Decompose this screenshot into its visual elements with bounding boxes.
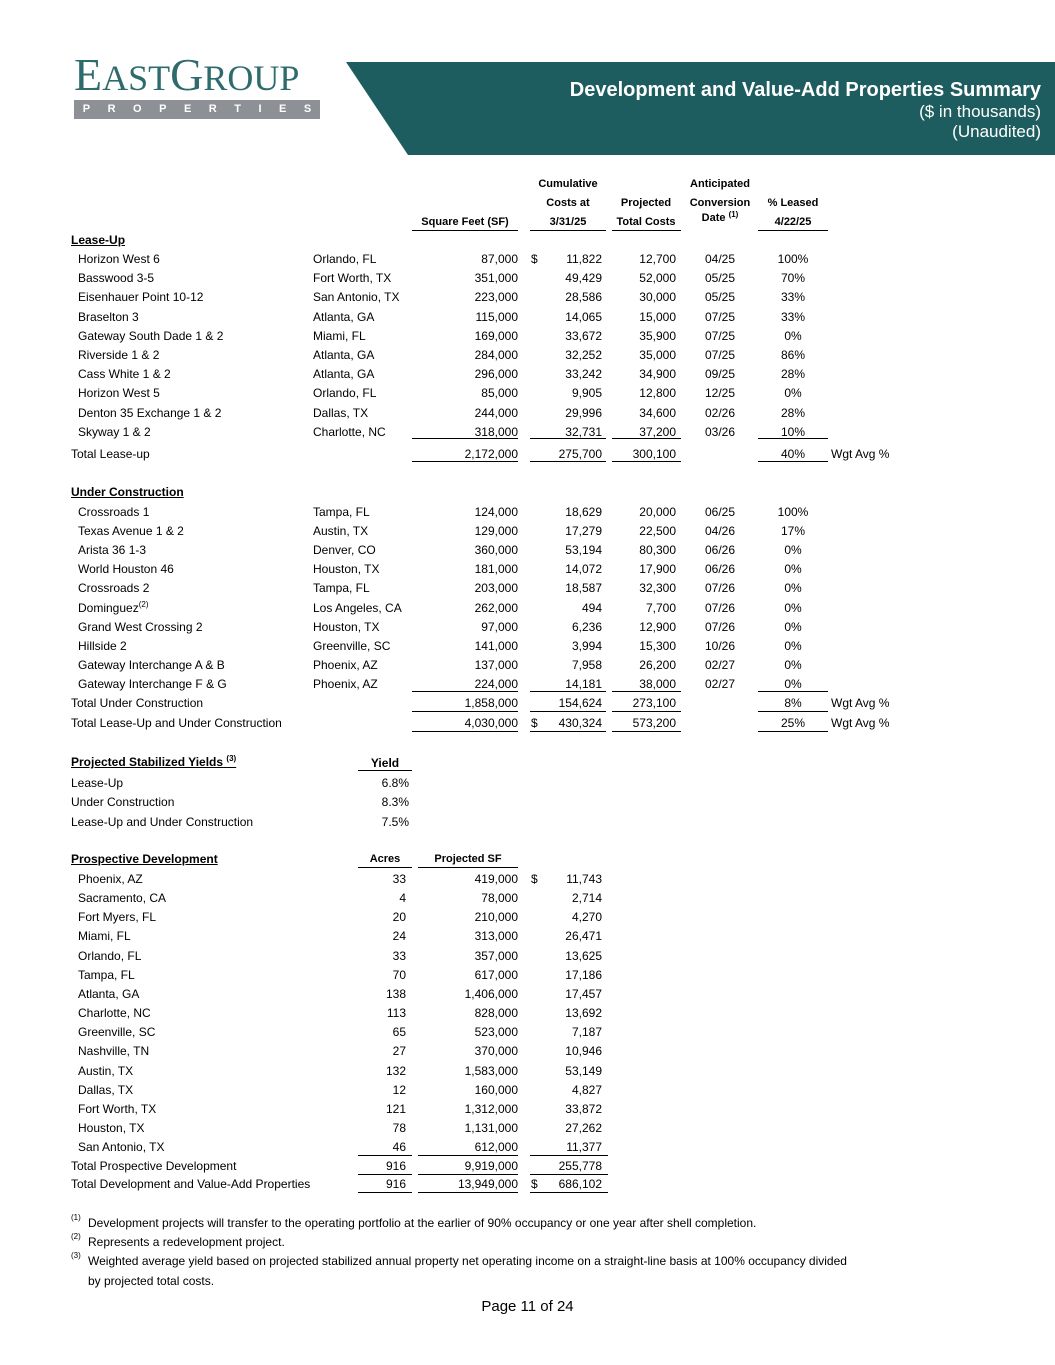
market-name: Miami, FL bbox=[78, 929, 131, 944]
property-name: Denton 35 Exchange 1 & 2 bbox=[78, 405, 222, 420]
grand-total-label: Total Lease-Up and Under Construction bbox=[71, 716, 282, 730]
property-name bbox=[78, 620, 203, 634]
percent-leased: 0% bbox=[784, 328, 802, 343]
property-name-text: Texas Avenue 1 & 2 bbox=[78, 524, 184, 539]
footnote-ref: (2) bbox=[138, 599, 149, 609]
property-name: Horizon West 5 bbox=[78, 386, 160, 401]
projected-sf: 419,000 bbox=[474, 872, 518, 886]
projected-sf: 523,000 bbox=[474, 1025, 518, 1040]
land-cost: 17,186 bbox=[565, 967, 602, 982]
dollar-sign: $ bbox=[531, 872, 538, 886]
percent-leased: 28% bbox=[780, 405, 806, 420]
property-name: Skyway 1 & 2 bbox=[78, 424, 151, 439]
header-total-costs: Total Costs bbox=[616, 216, 676, 228]
acres: 4 bbox=[399, 891, 406, 906]
projected-cost: 34,900 bbox=[639, 367, 676, 382]
projected-cost: 37,200 bbox=[639, 424, 676, 439]
property-name bbox=[78, 601, 148, 615]
square-feet: 115,000 bbox=[475, 309, 518, 324]
market-name: Nashville, TN bbox=[78, 1044, 150, 1059]
acres: 132 bbox=[385, 1063, 406, 1078]
property-location: Orlando, FL bbox=[313, 252, 377, 266]
cumulative-cost: 9,905 bbox=[571, 386, 602, 401]
cumulative-cost: 6,236 bbox=[571, 619, 602, 634]
land-cost: 4,827 bbox=[571, 1082, 602, 1097]
dev-grand-total-cost: 686,102 bbox=[558, 1177, 602, 1191]
projected-cost: 22,500 bbox=[639, 524, 676, 539]
land-cost: 13,625 bbox=[565, 948, 602, 963]
acres: 78 bbox=[392, 1120, 406, 1135]
logo-letter: T bbox=[234, 103, 241, 115]
conversion-date: 05/25 bbox=[704, 290, 736, 305]
uc-total-cum: 154,624 bbox=[558, 696, 602, 710]
cumulative-cost: 29,996 bbox=[565, 405, 602, 420]
grand-total-note: Wgt Avg % bbox=[831, 716, 890, 730]
property-location: Fort Worth, TX bbox=[313, 271, 392, 286]
percent-leased: 0% bbox=[784, 600, 802, 615]
square-feet: 141,000 bbox=[474, 638, 518, 653]
cumulative-cost: 33,242 bbox=[565, 367, 602, 382]
property-location: Tampa, FL bbox=[313, 581, 370, 596]
market-name: Phoenix, AZ bbox=[78, 872, 143, 886]
property-location: Phoenix, AZ bbox=[313, 657, 378, 672]
logo-letter: I bbox=[258, 103, 262, 115]
land-cost: 7,187 bbox=[571, 1025, 602, 1040]
square-feet: 137,000 bbox=[474, 657, 518, 672]
section-title-prospective: Prospective Development bbox=[71, 852, 218, 866]
conversion-date: 06/26 bbox=[704, 543, 736, 558]
property-location: Phoenix, AZ bbox=[313, 676, 378, 691]
projected-cost: 15,300 bbox=[639, 638, 676, 653]
percent-leased: 0% bbox=[784, 638, 802, 653]
percent-leased: 100% bbox=[777, 252, 809, 266]
header-cumulative: Cumulative bbox=[538, 178, 598, 190]
header-date: Date $^{(1)}$ bbox=[701, 210, 739, 224]
footnote-1-mark: (1) bbox=[71, 1213, 81, 1222]
market-name: Fort Worth, TX bbox=[78, 1101, 157, 1116]
property-name bbox=[78, 543, 146, 557]
property-location: Houston, TX bbox=[313, 562, 380, 577]
header-conversion: Conversion bbox=[689, 197, 751, 209]
market-name: Orlando, FL bbox=[78, 948, 142, 963]
property-name-text: Arista 36 1-3 bbox=[78, 543, 147, 558]
projected-cost: 7,700 bbox=[645, 600, 676, 615]
square-feet: 262,000 bbox=[474, 600, 518, 615]
grand-total-dollar: $ bbox=[531, 716, 538, 730]
projected-cost: 32,300 bbox=[639, 581, 676, 596]
projected-cost: 12,900 bbox=[639, 619, 676, 634]
conversion-date: 07/25 bbox=[704, 328, 736, 343]
acres: 121 bbox=[385, 1101, 406, 1116]
acres: 138 bbox=[385, 986, 406, 1001]
dev-grand-total-sf: 13,949,000 bbox=[457, 1177, 518, 1191]
header-pct-leased: % Leased bbox=[767, 197, 819, 209]
prospective-total-sf: 9,919,000 bbox=[464, 1159, 518, 1173]
cumulative-cost: 3,994 bbox=[571, 638, 602, 653]
projected-sf: 612,000 bbox=[474, 1140, 518, 1155]
yield-label: Lease-Up and Under Construction bbox=[71, 814, 254, 829]
projected-cost: 35,000 bbox=[639, 348, 676, 362]
square-feet: 244,000 bbox=[474, 405, 518, 420]
section-title-under-construction: Under Construction bbox=[71, 485, 184, 499]
cumulative-cost: 28,586 bbox=[565, 290, 602, 305]
land-cost: 10,946 bbox=[565, 1044, 602, 1059]
page-number: Page 11 of 24 bbox=[481, 1298, 574, 1315]
grand-total-proj: 573,200 bbox=[632, 716, 676, 730]
square-feet: 129,000 bbox=[474, 524, 518, 539]
uc-total-note: Wgt Avg % bbox=[831, 696, 890, 710]
header-projected: Projected bbox=[620, 197, 672, 209]
square-feet: 351,000 bbox=[474, 271, 518, 286]
percent-leased: 0% bbox=[784, 543, 802, 558]
percent-leased: 0% bbox=[784, 657, 802, 672]
cumulative-cost: 18,587 bbox=[565, 581, 602, 596]
conversion-date: 04/26 bbox=[704, 524, 736, 539]
projected-cost: 34,600 bbox=[639, 405, 676, 420]
projected-sf: 1,406,000 bbox=[464, 986, 518, 1001]
cumulative-cost: 32,731 bbox=[565, 424, 602, 439]
percent-leased: 0% bbox=[784, 386, 802, 401]
company-logo: EASTGROUP bbox=[74, 49, 300, 100]
lease-up-total-cum: 275,700 bbox=[558, 447, 602, 461]
projected-cost: 52,000 bbox=[639, 271, 676, 286]
square-feet: 223,000 bbox=[474, 290, 518, 305]
uc-total-leased: 8% bbox=[784, 696, 802, 710]
footnote-2-text: Represents a redevelopment project. bbox=[88, 1235, 285, 1249]
uc-total-sf: 1,858,000 bbox=[464, 696, 518, 710]
land-cost: 11,377 bbox=[566, 1140, 602, 1155]
conversion-date: 04/25 bbox=[704, 252, 736, 266]
cumulative-cost: 32,252 bbox=[565, 348, 602, 362]
projected-sf: 357,000 bbox=[474, 948, 518, 963]
property-name: Braselton 3 bbox=[78, 309, 139, 324]
yield-column-header: Yield bbox=[370, 756, 400, 770]
property-name bbox=[78, 505, 149, 519]
lease-up-total-leased: 40% bbox=[780, 447, 806, 461]
percent-leased: 33% bbox=[780, 290, 806, 305]
projected-cost: 80,300 bbox=[639, 543, 676, 558]
prospective-total-acres: 916 bbox=[385, 1159, 406, 1173]
conversion-date: 07/25 bbox=[704, 348, 736, 362]
property-name: Gateway South Dade 1 & 2 bbox=[78, 328, 224, 343]
footnote-3-continuation: by projected total costs. bbox=[88, 1274, 215, 1288]
logo-letter: O bbox=[133, 103, 142, 115]
property-name-text: World Houston 46 bbox=[78, 562, 174, 577]
acres-column-header: Acres bbox=[369, 853, 401, 865]
land-cost: 27,262 bbox=[565, 1120, 602, 1135]
footnote-1-text: Development projects will transfer to the operating portfolio at the earlier of 90% occupancy or one year after shell completion. bbox=[88, 1216, 757, 1230]
cumulative-cost: 14,181 bbox=[565, 676, 602, 691]
conversion-date: 07/26 bbox=[704, 581, 736, 596]
conversion-date: 02/27 bbox=[704, 657, 736, 672]
projected-cost: 26,200 bbox=[639, 657, 676, 672]
property-location: Los Angeles, CA bbox=[313, 600, 402, 615]
cumulative-cost: 53,194 bbox=[565, 543, 602, 558]
header-square-feet: Square Feet (SF) bbox=[421, 216, 509, 228]
dev-grand-total-dollar: $ bbox=[531, 1177, 538, 1191]
market-name: Fort Myers, FL bbox=[78, 910, 157, 925]
land-cost: 17,457 bbox=[565, 986, 602, 1001]
property-name: Horizon West 6 bbox=[78, 252, 160, 266]
logo-letter: P bbox=[82, 103, 91, 115]
property-name bbox=[78, 658, 225, 672]
yield-value: 8.3% bbox=[381, 795, 409, 810]
percent-leased: 100% bbox=[777, 505, 809, 519]
acres: 12 bbox=[392, 1082, 406, 1097]
property-name bbox=[78, 639, 127, 653]
market-name: Atlanta, GA bbox=[78, 986, 140, 1001]
cumulative-cost: 17,279 bbox=[565, 524, 602, 539]
percent-leased: 0% bbox=[784, 562, 802, 577]
conversion-date: 07/25 bbox=[704, 309, 736, 324]
conversion-date: 10/26 bbox=[704, 638, 736, 653]
property-location: Greenville, SC bbox=[313, 638, 391, 653]
square-feet: 181,000 bbox=[474, 562, 518, 577]
percent-leased: 0% bbox=[784, 676, 802, 691]
property-location: Atlanta, GA bbox=[313, 309, 375, 324]
lease-up-total-proj: 300,100 bbox=[632, 447, 676, 461]
projected-sf: 617,000 bbox=[474, 967, 518, 982]
cumulative-cost: 49,429 bbox=[565, 271, 602, 286]
property-location: Atlanta, GA bbox=[313, 367, 375, 382]
property-location: San Antonio, TX bbox=[313, 290, 400, 305]
market-name: Sacramento, CA bbox=[78, 891, 167, 906]
square-feet: 87,000 bbox=[481, 252, 518, 266]
market-name: Houston, TX bbox=[78, 1120, 145, 1135]
property-name-text: Gateway Interchange F & G bbox=[78, 676, 227, 691]
property-name: Basswood 3-5 bbox=[78, 271, 155, 286]
cumulative-cost: 11,822 bbox=[566, 252, 602, 266]
land-cost: 4,270 bbox=[571, 910, 602, 925]
page-subtitle-units: ($ in thousands) bbox=[919, 102, 1041, 121]
conversion-date: 07/26 bbox=[704, 619, 736, 634]
property-name-text: Grand West Crossing 2 bbox=[78, 619, 203, 634]
projected-sf: 1,583,000 bbox=[464, 1063, 518, 1078]
percent-leased: 70% bbox=[780, 271, 806, 286]
projected-sf-column-header: Projected SF bbox=[434, 853, 502, 865]
prospective-total-cost: 255,778 bbox=[558, 1159, 602, 1173]
lease-up-total-label: Total Lease-up bbox=[71, 447, 150, 461]
cumulative-cost: 7,958 bbox=[571, 657, 602, 672]
lease-up-total-sf: 2,172,000 bbox=[464, 447, 518, 461]
logo-letter: E bbox=[279, 103, 287, 115]
market-name: Dallas, TX bbox=[78, 1082, 134, 1097]
uc-total-label: Total Under Construction bbox=[71, 696, 204, 710]
section-title-yields: Projected Stabilized Yields $^{(3)}$ bbox=[71, 754, 237, 769]
conversion-date: 06/26 bbox=[704, 562, 736, 577]
projected-sf: 1,131,000 bbox=[464, 1120, 518, 1135]
projected-cost: 38,000 bbox=[639, 676, 676, 691]
projected-sf: 78,000 bbox=[481, 891, 518, 906]
page-title: Development and Value-Add Properties Summary bbox=[569, 79, 1041, 101]
logo-letter: P bbox=[159, 103, 167, 115]
projected-sf: 210,000 bbox=[474, 910, 518, 925]
conversion-date: 03/26 bbox=[704, 424, 736, 439]
land-cost: 13,692 bbox=[565, 1006, 602, 1021]
property-name-text: Crossroads 2 bbox=[78, 581, 150, 596]
section-title-lease-up: Lease-Up bbox=[71, 233, 126, 247]
property-location: Tampa, FL bbox=[313, 505, 370, 519]
lease-up-total-note: Wgt Avg % bbox=[831, 447, 890, 461]
header-cost-date: 3/31/25 bbox=[549, 216, 587, 228]
property-name bbox=[78, 562, 174, 576]
yield-label: Lease-Up bbox=[71, 776, 124, 790]
market-name: Tampa, FL bbox=[78, 967, 135, 982]
conversion-date: 06/25 bbox=[704, 505, 736, 519]
property-name-text: Crossroads 1 bbox=[78, 505, 150, 519]
logo-letter: E bbox=[183, 103, 192, 115]
projected-cost: 20,000 bbox=[639, 505, 676, 519]
header-leased-date: 4/22/25 bbox=[774, 216, 812, 228]
header-costs-at: Costs at bbox=[546, 197, 590, 209]
property-location: Austin, TX bbox=[313, 524, 369, 539]
property-name: Cass White 1 & 2 bbox=[78, 367, 171, 382]
projected-sf: 160,000 bbox=[474, 1082, 518, 1097]
market-name: Austin, TX bbox=[78, 1063, 134, 1078]
logo-letter: R bbox=[107, 103, 116, 115]
conversion-date: 02/27 bbox=[704, 676, 736, 691]
dev-grand-total-label: Total Development and Value-Add Properties bbox=[71, 1177, 311, 1191]
land-cost: 53,149 bbox=[565, 1063, 602, 1078]
square-feet: 85,000 bbox=[481, 386, 518, 401]
property-name-text: Hillside 2 bbox=[78, 638, 127, 653]
page-subtitle-audit: (Unaudited) bbox=[952, 122, 1041, 141]
square-feet: 97,000 bbox=[481, 619, 518, 634]
acres: 33 bbox=[392, 948, 406, 963]
property-location: Orlando, FL bbox=[313, 386, 377, 401]
percent-leased: 10% bbox=[780, 424, 806, 439]
square-feet: 360,000 bbox=[474, 543, 518, 558]
cumulative-cost: 33,672 bbox=[565, 328, 602, 343]
footnote-3-mark: (3) bbox=[71, 1251, 81, 1260]
property-name: Eisenhauer Point 10-12 bbox=[78, 290, 204, 305]
property-name bbox=[78, 677, 227, 691]
percent-leased: 0% bbox=[784, 619, 802, 634]
property-location: Atlanta, GA bbox=[313, 348, 375, 362]
cumulative-cost: 14,072 bbox=[565, 562, 602, 577]
percent-leased: 17% bbox=[780, 524, 806, 539]
footnote-2-mark: (2) bbox=[71, 1232, 81, 1241]
acres: 46 bbox=[392, 1140, 406, 1155]
grand-total-leased: 25% bbox=[780, 716, 806, 730]
property-location: Denver, CO bbox=[313, 543, 376, 558]
projected-cost: 35,900 bbox=[639, 328, 676, 343]
cumulative-cost: 14,065 bbox=[565, 309, 602, 324]
logo-letter: R bbox=[208, 103, 217, 115]
acres: 113 bbox=[386, 1006, 406, 1021]
property-location: Miami, FL bbox=[313, 328, 366, 343]
square-feet: 296,000 bbox=[474, 367, 518, 382]
logo-subtitle bbox=[74, 100, 320, 119]
land-cost: 26,471 bbox=[565, 929, 602, 944]
cumulative-cost: 18,629 bbox=[565, 505, 602, 519]
square-feet: 203,000 bbox=[474, 581, 518, 596]
acres: 24 bbox=[392, 929, 406, 944]
acres: 33 bbox=[392, 872, 406, 886]
property-name: Riverside 1 & 2 bbox=[78, 348, 160, 362]
acres: 65 bbox=[392, 1025, 406, 1040]
projected-sf: 828,000 bbox=[474, 1006, 518, 1021]
market-name: Charlotte, NC bbox=[78, 1006, 151, 1021]
conversion-date: 09/25 bbox=[704, 367, 736, 382]
projected-cost: 17,900 bbox=[639, 562, 676, 577]
dev-grand-total-acres: 916 bbox=[385, 1177, 406, 1191]
property-name-text: Gateway Interchange A & B bbox=[78, 657, 225, 672]
yield-label: Under Construction bbox=[71, 795, 175, 810]
land-cost: 11,743 bbox=[566, 872, 602, 886]
grand-total-sf: 4,030,000 bbox=[464, 716, 518, 730]
projected-sf: 370,000 bbox=[474, 1044, 518, 1059]
conversion-date: 07/26 bbox=[704, 600, 736, 615]
logo-letter: S bbox=[303, 103, 312, 115]
cumulative-cost: 494 bbox=[581, 600, 602, 615]
acres: 20 bbox=[392, 910, 406, 925]
market-name: Greenville, SC bbox=[78, 1025, 156, 1040]
acres: 27 bbox=[392, 1044, 406, 1059]
property-name bbox=[78, 581, 149, 595]
uc-total-proj: 273,100 bbox=[632, 696, 676, 710]
market-name: San Antonio, TX bbox=[78, 1140, 165, 1155]
property-location: Houston, TX bbox=[313, 619, 380, 634]
header-anticipated: Anticipated bbox=[690, 178, 750, 190]
projected-sf: 313,000 bbox=[474, 929, 518, 944]
acres: 70 bbox=[392, 967, 406, 982]
property-location: Charlotte, NC bbox=[313, 424, 386, 439]
square-feet: 224,000 bbox=[474, 676, 518, 691]
land-cost: 2,714 bbox=[571, 891, 602, 906]
grand-total-cum: 430,324 bbox=[558, 716, 602, 730]
prospective-total-label: Total Prospective Development bbox=[71, 1159, 237, 1173]
projected-sf: 1,312,000 bbox=[464, 1101, 518, 1116]
square-feet: 318,000 bbox=[474, 424, 518, 439]
property-name bbox=[78, 524, 184, 538]
property-name-text: Dominguez bbox=[78, 600, 139, 615]
percent-leased: 86% bbox=[780, 348, 806, 362]
yield-value: 6.8% bbox=[381, 776, 409, 790]
conversion-date: 12/25 bbox=[704, 386, 736, 401]
projected-cost: 12,800 bbox=[639, 386, 676, 401]
percent-leased: 28% bbox=[780, 367, 806, 382]
yield-value: 7.5% bbox=[381, 814, 409, 829]
projected-cost: 15,000 bbox=[639, 309, 676, 324]
land-cost: 33,872 bbox=[565, 1101, 602, 1116]
projected-cost: 12,700 bbox=[639, 252, 676, 266]
footnote-3-text: Weighted average yield based on projected stabilized annual property net operating income on a straight-line basis at 100% occupancy divided bbox=[88, 1254, 847, 1268]
projected-cost: 30,000 bbox=[639, 290, 676, 305]
property-location: Dallas, TX bbox=[313, 405, 369, 420]
conversion-date: 02/26 bbox=[704, 405, 736, 420]
percent-leased: 33% bbox=[780, 309, 806, 324]
conversion-date: 05/25 bbox=[704, 271, 736, 286]
dollar-sign: $ bbox=[531, 252, 538, 266]
square-feet: 169,000 bbox=[474, 328, 518, 343]
percent-leased: 0% bbox=[784, 581, 802, 596]
square-feet: 284,000 bbox=[474, 348, 518, 362]
square-feet: 124,000 bbox=[474, 505, 518, 519]
